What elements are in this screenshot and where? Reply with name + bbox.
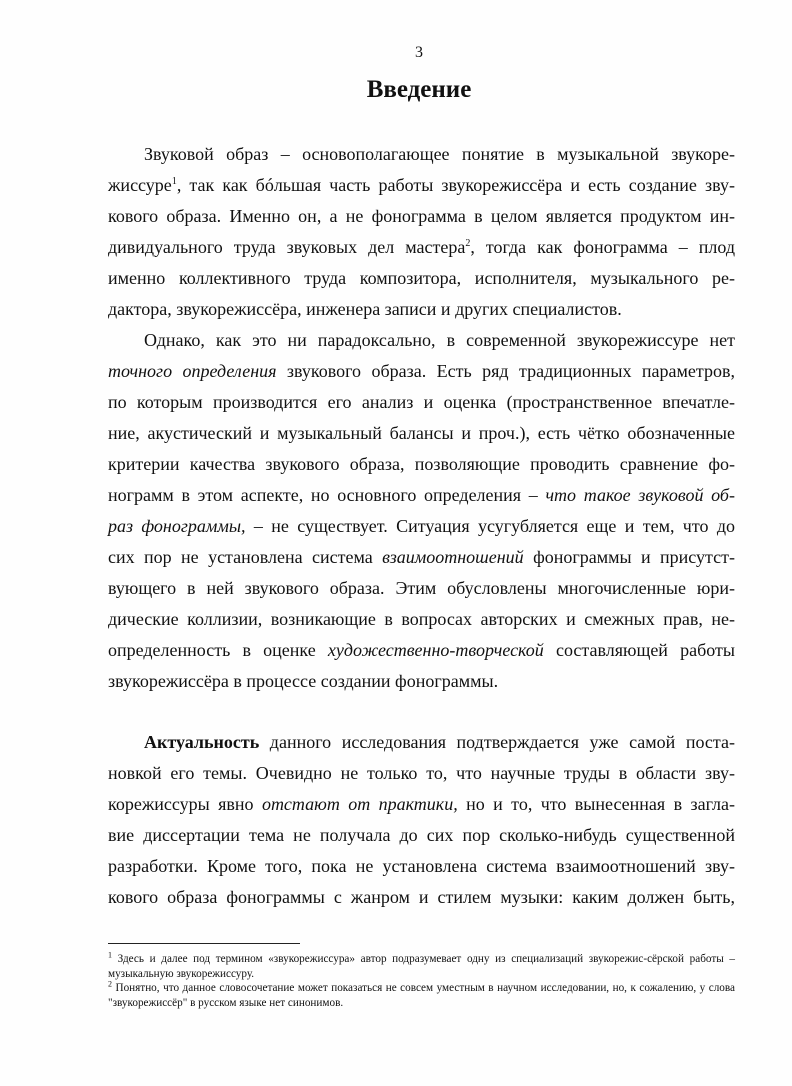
- text-line: дивидуального труда звуковых дел мастера$^2$, тогда как фонограмма – плод: [108, 237, 735, 257]
- text-line: Звуковой образ – основополагающее понятие в музыкальной звукоре-: [144, 144, 735, 164]
- text-line: Однако, как это ни парадоксально, в современной звукорежиссуре нет: [144, 330, 735, 350]
- text-line: раз фонограммы, – не существует. Ситуация усугубляется еще и тем, что до: [108, 516, 735, 536]
- text-line: дактора, звукорежиссёра, инженера записи и других специалистов.: [108, 299, 622, 319]
- text-line: нограмм в этом аспекте, но основного определения – что такое звуковой об-: [108, 485, 735, 505]
- emphasis: отстают от практики,: [261, 794, 458, 814]
- text-line: корежиссуры явно отстают от практики, но и то, что вынесенная в загла-: [108, 794, 736, 814]
- text-line: кового образа. Именно он, а не фонограмма в целом является продуктом ин-: [108, 206, 735, 226]
- footnotes: [108, 952, 735, 1010]
- text-line: кового образа фонограммы с жанром и стилем музыки: каким должен быть,: [108, 887, 735, 907]
- footnote-2: $^2$ Понятно, что данное словосочетание может показаться не совсем уместным в научном исследовании, но, к сожалению, у слова "звукорежиссёр" в русском языке нет синонимов.: [108, 979, 735, 1009]
- paragraph-relevance: [108, 727, 735, 913]
- text-line: Актуальность данного исследования подтверждается уже самой поста-: [144, 732, 735, 752]
- text-line: сих пор не установлена система взаимоотношений фонограммы и присутст-: [108, 547, 735, 567]
- text-line: точного определения звукового образа. Есть ряд традиционных параметров,: [108, 361, 736, 381]
- text-line: жиссуре$^1$, так как бóльшая часть работы звукорежиссёра и есть создание зву-: [108, 175, 735, 195]
- page-number: 3: [415, 44, 423, 61]
- text-line: дические коллизии, возникающие в вопросах авторских и смежных прав, не-: [108, 609, 735, 629]
- text-line: критерии качества звукового образа, позволяющие проводить сравнение фо-: [108, 454, 735, 474]
- text-line: разработки. Кроме того, пока не установлена система взаимоотношений зву-: [108, 856, 735, 876]
- text-line: новкой его темы. Очевидно не только то, что научные труды в области зву-: [108, 763, 735, 783]
- emphasis: взаимоотношений: [382, 547, 524, 567]
- text-line: определенность в оценке художественно-творческой составляющей работы: [108, 640, 736, 660]
- footnote-1: $^1$ Здесь и далее под термином «звукорежиссура» автор подразумевает одну из специализаций звукорежис-сёрской работы – музыкальную звукорежиссуру.: [108, 950, 735, 980]
- text-line: звукорежиссёра в процессе создании фонограммы.: [108, 671, 499, 691]
- text-line: вие диссертации тема не получала до сих пор сколько-нибудь существенной: [108, 825, 735, 845]
- text-line: именно коллективного труда композитора, исполнителя, музыкального ре-: [108, 268, 735, 288]
- footnote-ref-2: 2: [465, 238, 471, 249]
- paragraph-intro: [108, 139, 735, 325]
- emphasis: раз фонограммы,: [108, 516, 246, 536]
- footnote-divider: [108, 943, 300, 944]
- footnote-ref-1: 1: [171, 176, 177, 187]
- text-line: ние, акустический и музыкальный балансы и проч.), есть чётко обозначенные: [108, 423, 735, 443]
- emphasis: что такое звуковой об-: [545, 485, 735, 505]
- emphasis: точного определения: [108, 361, 277, 381]
- paragraph-definition: [108, 325, 735, 697]
- text-line: по которым производится его анализ и оценка (пространственное впечатле-: [108, 392, 735, 412]
- text-line: вующего в ней звукового образа. Этим обусловлены многочисленные юри-: [108, 578, 735, 598]
- bold-term: Актуальность: [144, 732, 260, 752]
- page-title: Введение: [366, 76, 472, 103]
- emphasis: художественно-творческой: [327, 640, 544, 660]
